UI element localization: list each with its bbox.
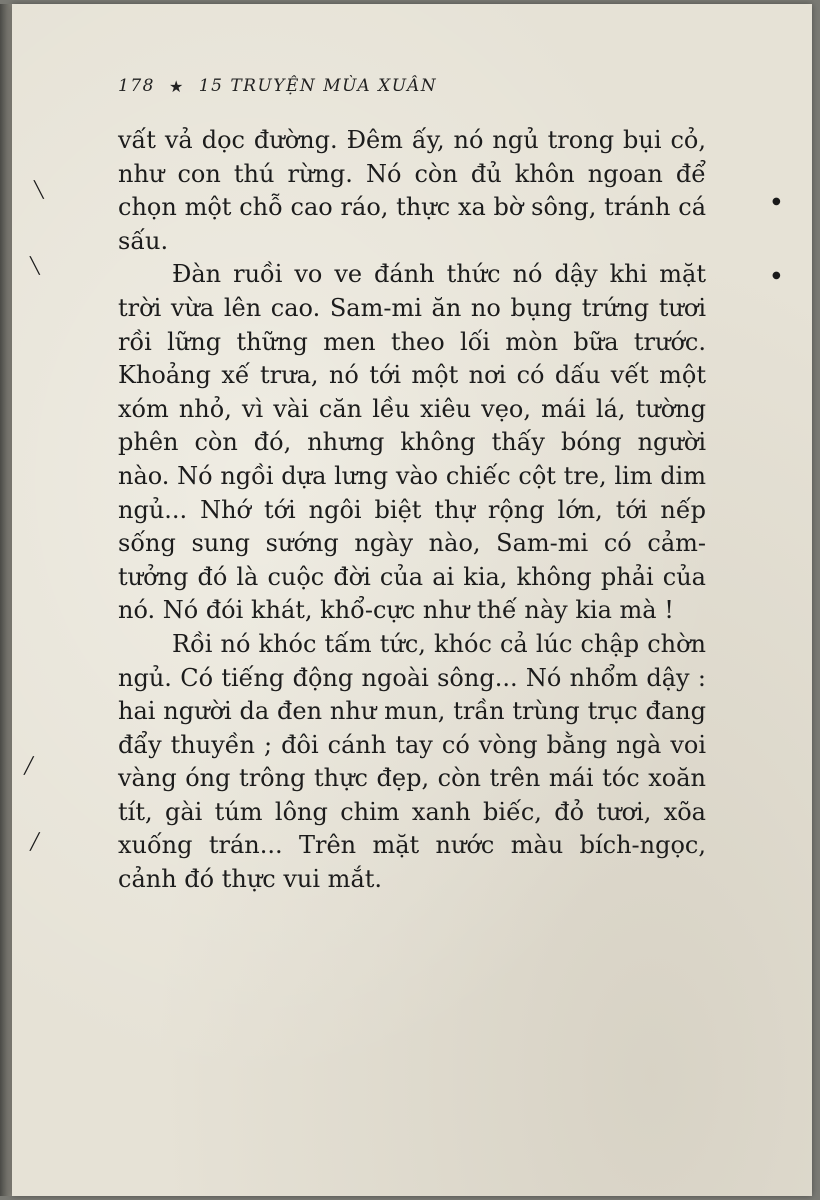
- margin-mark-icon: ╱: [30, 832, 40, 851]
- paragraph-3: Rồi nó khóc tấm tức, khóc cả lúc chập chờn ngủ. Có tiếng động ngoài sông... Nó nhổm dậy : hai người da đen như mun, trần trùng trục đang đẩy thuyền ; đôi cánh tay có vòng bằng ngà voi vàng óng trông thực đẹp, còn trên mái tóc xoăn tít, gài túm lông chim xanh biếc, đỏ tươi, xõa xuống trán... Trên mặt nước màu bích-ngọc, cảnh đó thực vui mắt.: [118, 629, 706, 894]
- margin-mark-icon: ╲: [30, 256, 40, 275]
- star-icon: ★: [168, 76, 185, 96]
- body-text: [118, 124, 706, 897]
- margin-dot-icon: ●: [772, 270, 781, 281]
- margin-dot-icon: ●: [772, 196, 781, 207]
- book-title: 15 TRUYỆN MÙA XUÂN: [198, 76, 438, 96]
- page-number: 178: [118, 76, 155, 96]
- margin-mark-icon: ╲: [34, 180, 44, 199]
- paragraph-2: Đàn ruồi vo ve đánh thức nó dậy khi mặt trời vừa lên cao. Sam-mi ăn no bụng trứng tươi rồi lững thững men theo lối mòn bữa trước. Khoảng xế trưa, nó tới một nơi có dấu vết một xóm nhỏ, vì vài căn lều xiêu vẹo, mái lá, tường phên còn đó, nhưng không thấy bóng người nào. Nó ngồi dựa lưng vào chiếc cột tre, lim dim ngủ... Nhớ tới ngôi biệt thự rộng lớn, tới nếp sống sung sướng ngày nào, Sam-mi có cảm-tưởng đó là cuộc đời của ai kia, không phải của nó. Nó đói khát, khổ-cực như thế này kia mà !: [118, 260, 706, 625]
- margin-mark-icon: ╱: [24, 756, 34, 775]
- paragraph-1: vất vả dọc đường. Đêm ấy, nó ngủ trong bụi cỏ, như con thú rừng. Nó còn đủ khôn ngoan để chọn một chỗ cao ráo, thực xa bờ sông, tránh cá sấu.: [118, 126, 706, 255]
- running-header: [118, 76, 437, 96]
